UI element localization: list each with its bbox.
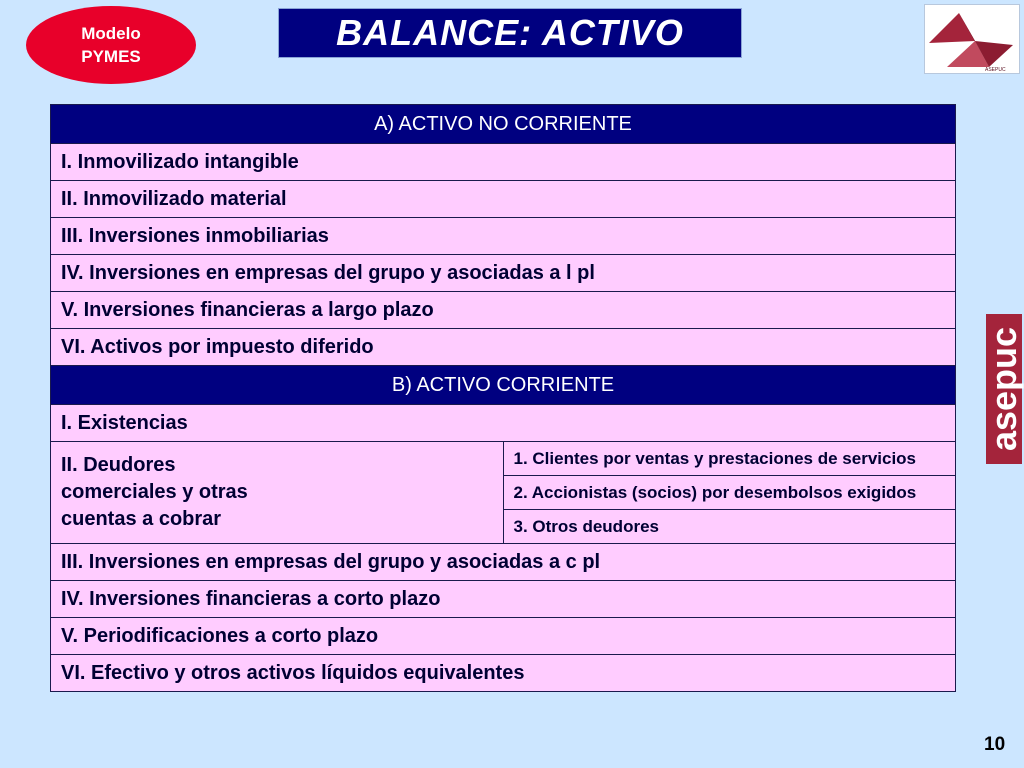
balance-activo-table: [50, 104, 956, 692]
table-row: [51, 655, 956, 692]
item-existencias: I. Existencias: [51, 405, 956, 442]
badge-line-1: Modelo: [81, 24, 141, 43]
page-title: BALANCE: ACTIVO: [278, 8, 742, 58]
asepuc-vertical-logo: [983, 314, 1024, 464]
item-a-1: I. Inmovilizado intangible: [51, 144, 956, 181]
deudores-line-2: comerciales y otras: [61, 481, 248, 503]
section-row: [51, 366, 956, 405]
item-a-3: III. Inversiones inmobiliarias: [51, 218, 956, 255]
table-row: [51, 144, 956, 181]
deudores-subitem-1: 1. Clientes por ventas y prestaciones de servicios: [503, 442, 956, 476]
table-row: [51, 292, 956, 329]
page-number: 10: [984, 734, 1006, 755]
table-row: [51, 255, 956, 292]
section-row: [51, 105, 956, 144]
item-a-4: IV. Inversiones en empresas del grupo y asociadas a l pl: [51, 255, 956, 292]
deudores-subitem-2: 2. Accionistas (socios) por desembolsos exigidos: [503, 476, 956, 510]
badge-line-2: PYMES: [81, 47, 141, 66]
deudores-line-3: cuentas a cobrar: [61, 508, 222, 530]
item-b-3: III. Inversiones en empresas del grupo y asociadas a c pl: [51, 544, 956, 581]
logo-caption: ASEPUC: [985, 67, 1006, 73]
item-b-4: IV. Inversiones financieras a corto plazo: [51, 581, 956, 618]
item-a-2: II. Inmovilizado material: [51, 181, 956, 218]
item-b-6: VI. Efectivo y otros activos líquidos equivalentes: [51, 655, 956, 692]
asepuc-pyramid-icon: [925, 5, 1019, 73]
section-header-a: A) ACTIVO NO CORRIENTE: [51, 105, 956, 144]
deudores-line-1: II. Deudores: [61, 454, 176, 476]
item-b-5: V. Periodificaciones a corto plazo: [51, 618, 956, 655]
table-row: [51, 405, 956, 442]
item-deudores: [51, 442, 504, 544]
modelo-pymes-badge: [26, 6, 196, 84]
item-a-6: VI. Activos por impuesto diferido: [51, 329, 956, 366]
table-row: [51, 442, 956, 476]
table-row: [51, 329, 956, 366]
table-row: [51, 581, 956, 618]
table-row: [51, 544, 956, 581]
table-row: [51, 218, 956, 255]
table-row: [51, 181, 956, 218]
item-a-5: V. Inversiones financieras a largo plazo: [51, 292, 956, 329]
deudores-subitem-3: 3. Otros deudores: [503, 510, 956, 544]
side-logo-text: asepuc: [983, 326, 1024, 452]
table-row: [51, 618, 956, 655]
section-header-b: B) ACTIVO CORRIENTE: [51, 366, 956, 405]
asepuc-logo: [924, 4, 1020, 74]
